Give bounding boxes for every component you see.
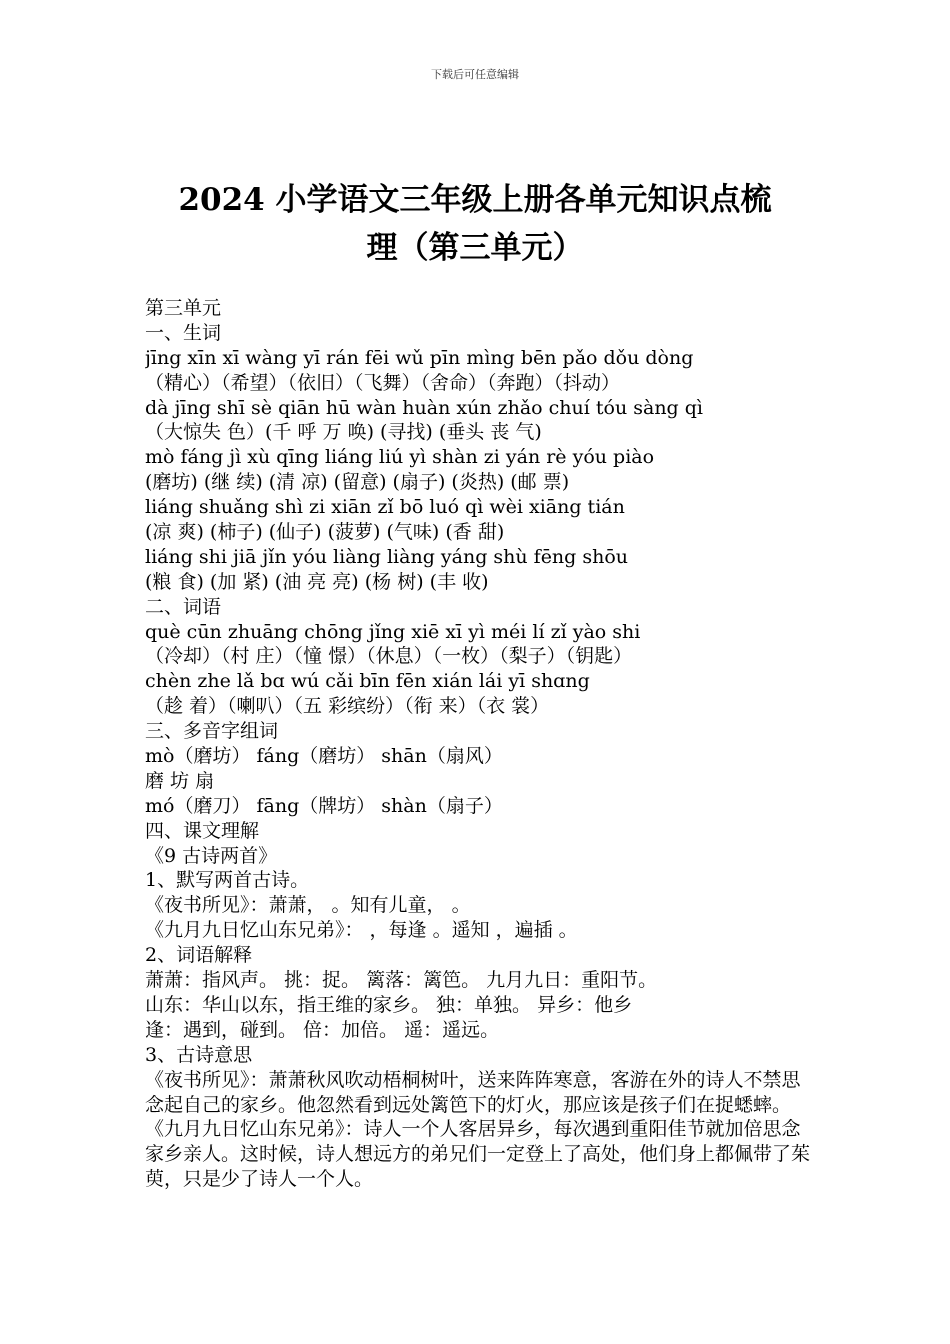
definition-line: 逢：遇到，碰到。 倍：加倍。 遥：遥远。	[145, 1018, 500, 1041]
definition-line: 山东：华山以东，指王维的家乡。 独：单独。 异乡：他乡	[145, 993, 633, 1016]
word-line: （精心）（希望）（依旧）（飞舞）（舍命）（奔跑）（抖动）	[145, 371, 621, 394]
word-line: （大惊失 色）(千 呼 万 唤) (寻找) (垂头 丧 气)	[145, 421, 542, 444]
subsection-heading: 2、词语解释	[145, 944, 253, 967]
section-heading-polyphones: 三、多音字组词	[145, 720, 279, 743]
section-heading-comprehension: 四、课文理解	[145, 819, 260, 842]
polyphone-chars: 磨 坊 扇	[145, 769, 215, 792]
header-note: 下载后可任意编辑	[431, 68, 519, 81]
pinyin-line: què cūn zhuāng chōng jǐng xiē xī yì méi lí zǐ yào shi	[145, 620, 641, 643]
poem-fill-line: 《九月九日忆山东兄弟》： ，每逢 。遥知 ，遍插 。	[145, 919, 578, 942]
pinyin-line: chèn zhe lǎ bɑ wú cǎi bīn fēn xián lái yī shɑng	[145, 670, 590, 693]
pinyin-line: mò fáng jì xù qīng liáng liú yì shàn zi yán rè yóu piào	[145, 446, 655, 469]
word-line: （趁 着）（喇叭）（五 彩缤纷）（衔 来）（衣 裳）	[145, 695, 550, 718]
definition-line: 萧萧：指风声。 挑：捉。 篱落：篱笆。 九月九日：重阳节。	[145, 969, 658, 992]
poem-meaning-paragraph: 《九月九日忆山东兄弟》：诗人一个人客居异乡，每次遇到重阳佳节就加倍思念家乡亲人。这时候，诗人想远方的弟兄们一定登上了高处，他们身上都佩带了茱萸，只是少了诗人一个人。	[145, 1118, 811, 1191]
polyphone-line: mò（磨坊） fáng（磨坊） shān（扇风）	[145, 745, 503, 768]
word-line: （冷却）（村 庄）（憧 憬）（休息）（一枚）（梨子）（钥匙）	[145, 645, 633, 668]
subsection-heading: 1、默写两首古诗。	[145, 869, 310, 892]
word-line: (粮 食) (加 紧) (油 亮 亮) (杨 树) (丰 收)	[145, 570, 489, 593]
subsection-heading: 3、古诗意思	[145, 1043, 253, 1066]
pinyin-line: liáng shuǎng shì zi xiān zǐ bō luó qì wèi xiāng tián	[145, 496, 625, 519]
pinyin-line: dà jīng shī sè qiān hū wàn huàn xún zhǎo chuí tóu sàng qì	[145, 396, 703, 419]
unit-heading: 第三单元	[145, 297, 222, 319]
section-heading-phrases: 二、词语	[145, 595, 222, 618]
title-line-2: 理（第三单元）	[366, 230, 584, 266]
document-body	[145, 296, 815, 1192]
pinyin-line: jīng xīn xī wàng yī rán fēi wǔ pīn mìng bēn pǎo dǒu dòng	[145, 346, 694, 369]
section-heading-new-words: 一、生词	[145, 321, 222, 344]
poem-meaning-paragraph: 《夜书所见》：萧萧秋风吹动梧桐树叶，送来阵阵寒意，客游在外的诗人不禁思念起自己的家乡。他忽然看到远处篱笆下的灯火，那应该是孩子们在捉蟋蟀。	[145, 1068, 801, 1116]
poem-fill-line: 《夜书所见》：萧萧， 。知有儿童， 。	[145, 894, 471, 917]
polyphone-line: mó（磨刀） fāng（牌坊） shàn（扇子）	[145, 794, 503, 817]
pinyin-line: liáng shi jiā jǐn yóu liàng liàng yáng shù fēng shōu	[145, 545, 629, 568]
word-line: (凉 爽) (柿子) (仙子) (菠萝) (气味) (香 甜)	[145, 521, 505, 544]
document-title	[140, 176, 810, 272]
lesson-title: 《9 古诗两首》	[145, 844, 278, 867]
word-line: (磨坊) (继 续) (清 凉) (留意) (扇子) (炎热) (邮 票)	[145, 471, 570, 494]
title-line-1: 2024 小学语文三年级上册各单元知识点梳	[178, 182, 772, 218]
